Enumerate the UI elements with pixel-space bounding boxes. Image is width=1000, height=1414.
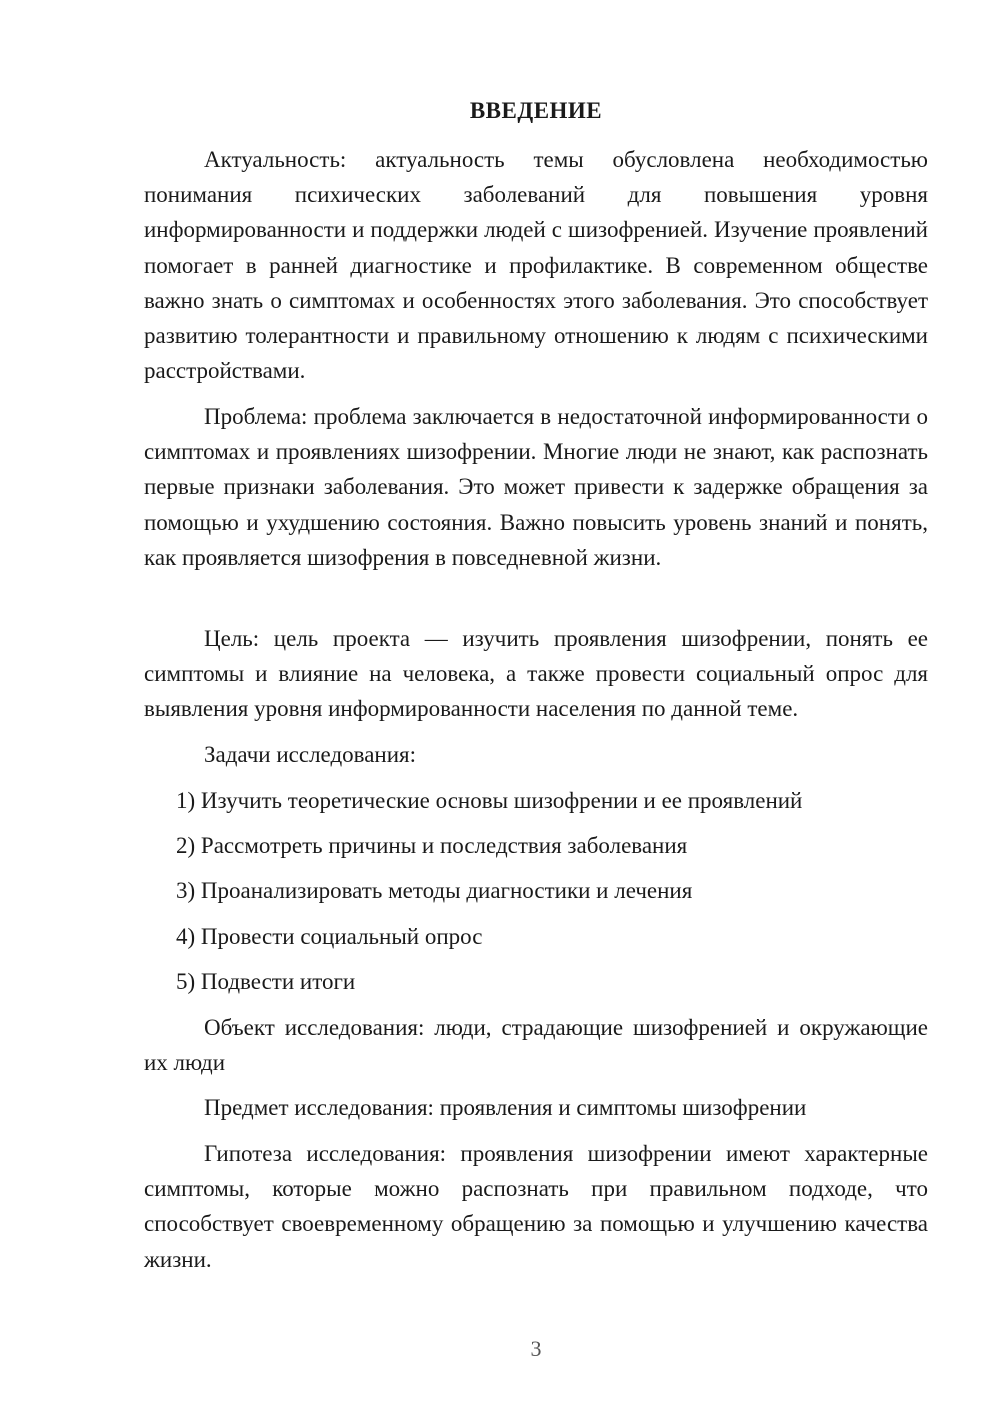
task-item-1: 1) Изучить теоретические основы шизофрении и ее проявлений xyxy=(176,788,803,813)
section-heading: ВВЕДЕНИЕ xyxy=(469,98,603,123)
paragraph-goal: Цель: цель проекта — изучить проявления шизофрении, понять ее симптомы и влияние на человека, а также провести социальный опрос для выявления уровня информированности населения по данной теме. xyxy=(144,626,928,722)
task-item-3: 3) Проанализировать методы диагностики и лечения xyxy=(176,878,693,903)
task-item-5: 5) Подвести итоги xyxy=(176,969,356,994)
paragraph-object: Объект исследования: люди, страдающие шизофренией и окружающие их люди xyxy=(144,1015,928,1076)
paragraph-relevance: Актуальность: актуальность темы обусловлена необходимостью понимания психических заболеваний для повышения уровня информированности и поддержки людей с шизофренией. Изучение проявлений помогает в ранней диагностике и профилактике. В современном обществе важно знать о симптомах и особенностях этого заболевания. Это способствует развитию толерантности и правильному отношению к людям с психическими расстройствами. xyxy=(144,147,928,384)
task-item-4: 4) Провести социальный опрос xyxy=(176,924,483,949)
page-number: 3 xyxy=(530,1336,542,1361)
task-item-2: 2) Рассмотреть причины и последствия заболевания xyxy=(176,833,688,858)
paragraph-hypothesis: Гипотеза исследования: проявления шизофрении имеют характерные симптомы, которые можно распознать при правильном подходе, что способствует своевременному обращению за помощью и улучшению качества жизни. xyxy=(144,1141,928,1272)
tasks-title: Задачи исследования: xyxy=(204,742,417,767)
paragraph-problem: Проблема: проблема заключается в недостаточной информированности о симптомах и проявлениях шизофрении. Многие люди не знают, как распознать первые признаки заболевания. Это может привести к задержке обращения за помощью и ухудшению состояния. Важно повысить уровень знаний и понять, как проявляется шизофрения в повседневной жизни. xyxy=(144,404,928,570)
paragraph-subject: Предмет исследования: проявления и симптомы шизофрении xyxy=(204,1095,807,1120)
